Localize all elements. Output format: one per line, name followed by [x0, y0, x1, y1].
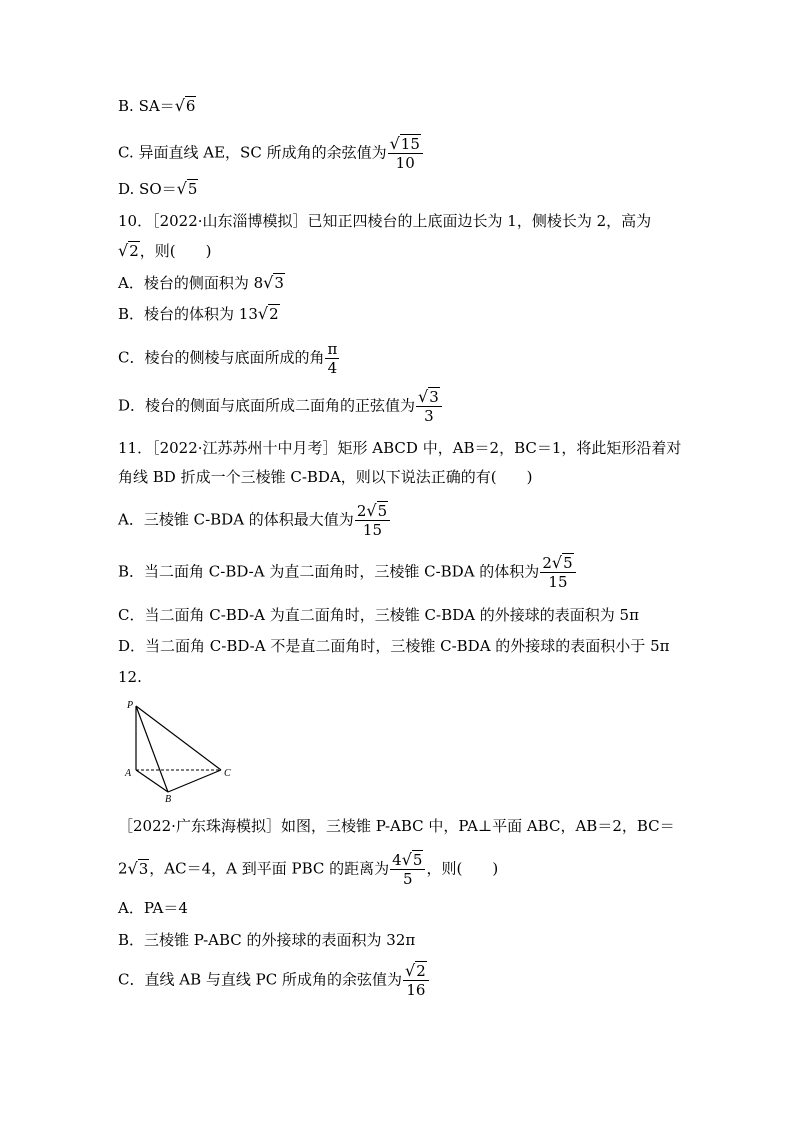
label-a: A — [125, 768, 132, 779]
q10-option-d: D．棱台的侧面与底面所成二面角的正弦值为 $\frac{√3}{3}$ — [118, 388, 443, 425]
sqrt-2: √2 — [118, 241, 139, 260]
q12-stem-line1: ［2022·广东珠海模拟］如图，三棱锥 P-ABC 中，PA⊥平面 ABC，AB＝2，BC＝ — [118, 817, 675, 835]
q11-option-d: D．当二面角 C-BD-A 不是直二面角时，三棱锥 C-BDA 的外接球的表面积小于 5π — [118, 637, 670, 655]
fraction-2sqrt5-over-15: $\frac{2√5}{15}$ — [355, 502, 390, 539]
label-b: B — [165, 794, 172, 805]
edge-bc — [168, 770, 221, 792]
tetrahedron-figure — [118, 696, 248, 806]
q10-stem-line2: √2，则( ) — [118, 241, 212, 260]
q9-option-b: B. SA＝√6 — [118, 96, 196, 115]
sqrt-2: √2 — [257, 304, 279, 323]
label-p: P — [127, 700, 134, 711]
q10-option-b: B．棱台的体积为 13√2 — [118, 304, 279, 323]
q11-option-a: A．三棱锥 C-BDA 的体积最大值为 $\frac{2√5}{15}$ — [118, 502, 391, 539]
q9-option-c: C. 异面直线 AE，SC 所成角的余弦值为 $\frac{√15}{10}$ — [118, 135, 424, 172]
sqrt-3: √3 — [263, 273, 284, 292]
sqrt-3: √3 — [127, 858, 149, 878]
sqrt-6: √6 — [174, 96, 196, 115]
fraction-sqrt3-over-3: $\frac{√3}{3}$ — [416, 388, 442, 425]
q11-stem-line2: 角线 BD 折成一个三棱锥 C-BDA，则以下说法正确的有( ) — [118, 468, 533, 486]
q11-option-b: B．当二面角 C-BD-A 为直二面角时，三棱锥 C-BDA 的体积为 $\frac{2√5}{15}$ — [118, 554, 577, 591]
sqrt-5: √5 — [176, 179, 198, 198]
q9-option-d: D. SO＝√5 — [118, 179, 198, 198]
q12-option-b: B．三棱锥 P-ABC 的外接球的表面积为 32π — [118, 931, 416, 949]
fraction-sqrt15-over-10: $\frac{√15}{10}$ — [388, 135, 423, 172]
q12-stem-line2: 2√3，AC＝4，A 到平面 PBC 的距离为 $\frac{4√5}{5}$ ，则( ) — [118, 850, 499, 888]
fraction-2sqrt5-over-15: $\frac{2√5}{15}$ — [540, 554, 575, 591]
fraction-4sqrt5-over-5: $\frac{4√5}{5}$ — [390, 851, 425, 888]
q10-option-a: A．棱台的侧面积为 8√3 — [118, 273, 284, 292]
q12-option-c: C．直线 AB 与直线 PC 所成角的余弦值为 $\frac{√2}{16}$ — [118, 962, 430, 999]
edge-pc — [136, 706, 221, 770]
fraction-sqrt2-over-16: $\frac{√2}{16}$ — [403, 962, 429, 999]
edge-pb — [136, 706, 168, 792]
q12-number: 12. — [118, 668, 142, 686]
fraction-pi-over-4: $\frac{\pi}{4}$ — [327, 340, 338, 377]
q12-option-a: A．PA＝4 — [118, 899, 188, 917]
label-c: C — [224, 768, 231, 779]
edge-ab — [136, 770, 168, 792]
q11-option-c: C．当二面角 C-BD-A 为直二面角时，三棱锥 C-BDA 的外接球的表面积为 5π — [118, 606, 639, 624]
q11-stem-line1: 11．［2022·江苏苏州十中月考］矩形 ABCD 中，AB＝2，BC＝1，将此矩形沿着对 — [118, 439, 682, 457]
q10-option-c: C．棱台的侧棱与底面所成的角 $\frac{\pi}{4}$ — [118, 340, 338, 377]
q10-stem-line1: 10．［2022·山东淄博模拟］已知正四棱台的上底面边长为 1，侧棱长为 2，高为 — [118, 212, 652, 230]
